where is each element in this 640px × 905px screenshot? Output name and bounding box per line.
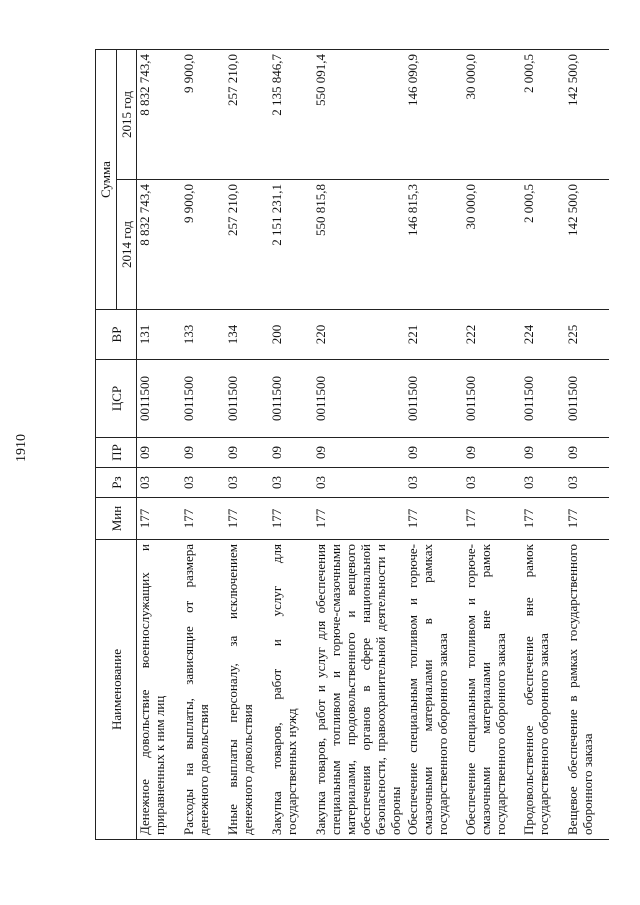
cell-2015: 2 000,5: [521, 50, 565, 180]
page-number-label: 1910: [14, 434, 29, 462]
cell-name: Расходы на выплаты, зависящие от размера денежного довольствия: [181, 540, 225, 840]
cell-rz: 03: [405, 468, 463, 498]
cell-pr: 09: [463, 438, 521, 468]
cell-min: 177: [137, 498, 181, 540]
cell-vr: 133: [181, 310, 225, 360]
rotated-page: [95, 50, 595, 840]
cell-pr: 09: [521, 438, 565, 468]
header-rz: Рз: [96, 468, 137, 498]
cell-2015: 142 500,0: [565, 50, 609, 180]
cell-2015: 2 135 846,7: [269, 50, 313, 180]
cell-2015: 257 210,0: [225, 50, 269, 180]
cell-vr: 200: [269, 310, 313, 360]
cell-name: Обеспечение специальным топливом и горюче-смазочными материалами в рамках государственного оборонного заказа: [405, 540, 463, 840]
cell-min: 177: [225, 498, 269, 540]
cell-csr: 0011500: [565, 360, 609, 438]
cell-2015: 9 900,0: [181, 50, 225, 180]
cell-csr: 0011500: [313, 360, 405, 438]
header-sum: Сумма: [96, 50, 117, 310]
cell-name: Продовольственное обеспечение вне рамок государственного оборонного заказа: [521, 540, 565, 840]
cell-vr: 225: [565, 310, 609, 360]
table-row: [463, 50, 521, 840]
cell-rz: 03: [313, 468, 405, 498]
cell-rz: 03: [463, 468, 521, 498]
table-row: [181, 50, 225, 840]
header-pr: ПР: [96, 438, 137, 468]
cell-pr: 09: [405, 438, 463, 468]
cell-rz: 03: [225, 468, 269, 498]
cell-vr: 222: [463, 310, 521, 360]
table-body: [137, 50, 609, 840]
cell-vr: 220: [313, 310, 405, 360]
cell-2015: 8 832 743,4: [137, 50, 181, 180]
table-row: [565, 50, 609, 840]
cell-2015: 550 091,4: [313, 50, 405, 180]
header-2015: 2015 год: [116, 50, 137, 180]
cell-min: 177: [405, 498, 463, 540]
cell-2014: 8 832 743,4: [137, 180, 181, 310]
table-row: [405, 50, 463, 840]
cell-rz: 03: [565, 468, 609, 498]
cell-name: Закупка товаров, работ и услуг для государственных нужд: [269, 540, 313, 840]
cell-vr: 131: [137, 310, 181, 360]
cell-name: Денежное довольствие военнослужащих и приравненных к ним лиц: [137, 540, 181, 840]
cell-pr: 09: [313, 438, 405, 468]
header-2014: 2014 год: [116, 180, 137, 310]
cell-name: Иные выплаты персоналу, за исключением денежного довольствия: [225, 540, 269, 840]
cell-pr: 09: [137, 438, 181, 468]
cell-2014: 30 000,0: [463, 180, 521, 310]
cell-pr: 09: [225, 438, 269, 468]
budget-table: [95, 49, 609, 840]
cell-min: 177: [521, 498, 565, 540]
table-row: [269, 50, 313, 840]
cell-name: Закупка товаров, работ и услуг для обеспечения специальным топливом и горюче-смазочными материалами, продовольственного и вещевого обеспечения органов в сфере национальной безопасности, правоохранительной деятельности и обороны: [313, 540, 405, 840]
cell-2014: 146 815,3: [405, 180, 463, 310]
cell-2014: 142 500,0: [565, 180, 609, 310]
cell-min: 177: [463, 498, 521, 540]
table-row: [225, 50, 269, 840]
cell-min: 177: [181, 498, 225, 540]
cell-csr: 0011500: [521, 360, 565, 438]
cell-rz: 03: [269, 468, 313, 498]
cell-vr: 224: [521, 310, 565, 360]
header-name: Наименование: [96, 540, 137, 840]
cell-rz: 03: [521, 468, 565, 498]
cell-csr: 0011500: [405, 360, 463, 438]
cell-rz: 03: [137, 468, 181, 498]
cell-2015: 146 090,9: [405, 50, 463, 180]
cell-min: 177: [313, 498, 405, 540]
cell-2015: 30 000,0: [463, 50, 521, 180]
cell-csr: 0011500: [181, 360, 225, 438]
cell-vr: 221: [405, 310, 463, 360]
table-row: [313, 50, 405, 840]
cell-pr: 09: [565, 438, 609, 468]
cell-csr: 0011500: [463, 360, 521, 438]
header-vr: ВР: [96, 310, 137, 360]
table-row: [521, 50, 565, 840]
cell-2014: 9 900,0: [181, 180, 225, 310]
cell-2014: 257 210,0: [225, 180, 269, 310]
header-csr: ЦСР: [96, 360, 137, 438]
header-min: Мин: [96, 498, 137, 540]
cell-name: Вещевое обеспечение в рамках государственного оборонного заказа: [565, 540, 609, 840]
cell-csr: 0011500: [269, 360, 313, 438]
cell-min: 177: [269, 498, 313, 540]
cell-pr: 09: [269, 438, 313, 468]
table-row: [137, 50, 181, 840]
cell-2014: 2 151 231,1: [269, 180, 313, 310]
cell-csr: 0011500: [137, 360, 181, 438]
cell-2014: 2 000,5: [521, 180, 565, 310]
cell-csr: 0011500: [225, 360, 269, 438]
cell-name: Обеспечение специальным топливом и горюче-смазочными материалами вне рамок государственного оборонного заказа: [463, 540, 521, 840]
cell-rz: 03: [181, 468, 225, 498]
cell-pr: 09: [181, 438, 225, 468]
cell-vr: 134: [225, 310, 269, 360]
cell-min: 177: [565, 498, 609, 540]
cell-2014: 550 815,8: [313, 180, 405, 310]
